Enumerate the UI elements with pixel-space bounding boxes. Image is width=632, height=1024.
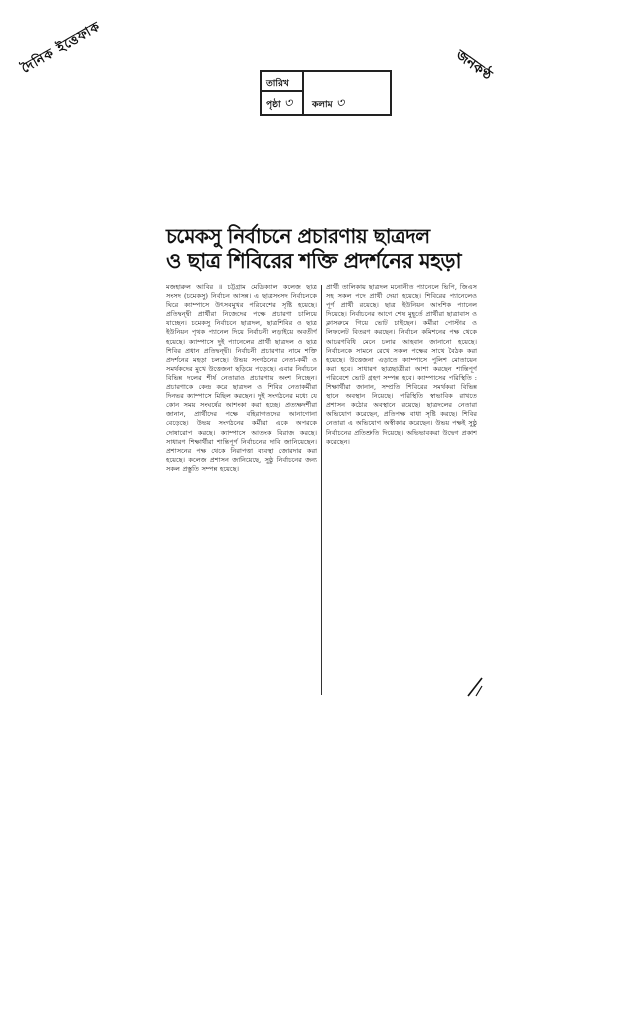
headline-line-1: চমেকসু নির্বাচনে প্রচারণায় ছাত্রদল bbox=[166, 224, 430, 248]
article-column-left bbox=[166, 283, 317, 703]
article-column-right bbox=[326, 283, 477, 703]
date-field bbox=[266, 76, 289, 91]
box-divider bbox=[302, 72, 304, 114]
article-paragraph: মজহারুল আবির ॥ চট্টগ্রাম মেডিক্যাল কলেজ ছাত্র সংসদ (চমেকসু) নির্বাচন আসন্ন। এ ছাত্রসংসদ নির্বাচনকে ঘিরে ক্যাম্পাসে উৎসবমুখর পরিবেশের সৃষ্টি হয়েছে। প্রতিদ্বন্দ্বী প্রার্থীরা নিজেদের পক্ষে প্রচারণা চালিয়ে যাচ্ছেন। চমেকসু নির্বাচনে ছাত্রদল, ছাত্রশিবির ও ছাত্র ইউনিয়ন পৃথক প্যানেল দিয়ে নির্বাচনী লড়াইয়ে অবতীর্ণ হয়েছে। ক্যাম্পাসে দুই প্যানেলের প্রার্থী ছাত্রদল ও ছাত্র শিবির প্রধান প্রতিদ্বন্দ্বী। নির্বাচনী প্রচারণার নামে শক্তি প্রদর্শনের মহড়া চলছে। উভয় সংগঠনের নেতা-কর্মী ও সমর্থকদের মুখে উত্তেজনা ছড়িয়ে পড়েছে। এবার নির্বাচনে বিভিন্ন দলের শীর্ষ নেতারাও প্রচারণায় অংশ নিচ্ছেন। প্রচারণাকে কেন্দ্র করে ছাত্রদল ও শিবির নেতাকর্মীরা দিনভর ক্যাম্পাসে মিছিল করছেন। দুই সংগঠনের মধ্যে যে কোন সময় সংঘর্ষের আশংকা করা হচ্ছে। প্রত্যক্ষদর্শীরা জানান, প্রার্থীদের পক্ষে বহিরাগতদের আনাগোনা বেড়েছে। উভয় সংগঠনের কর্মীরা একে অপরকে দোষারোপ করছে। ক্যাম্পাসে আতংক বিরাজ করছে। সাধারণ শিক্ষার্থীরা শান্তিপূর্ণ নির্বাচনের দাবি জানিয়েছেন। প্রশাসনের পক্ষ থেকে নিরাপত্তা ব্যবস্থা জোরদার করা হয়েছে। কলেজ প্রশাসন জানিয়েছে, সুষ্ঠু নির্বাচনের জন্য সকল প্রস্তুতি সম্পন্ন হয়েছে। bbox=[166, 283, 317, 473]
page-field bbox=[266, 94, 292, 115]
news-clipping bbox=[166, 226, 482, 272]
date-label: তারিখ bbox=[266, 79, 289, 89]
column-label: কলাম bbox=[312, 100, 333, 110]
page-label: পৃষ্ঠা bbox=[266, 100, 281, 110]
column-divider bbox=[321, 285, 322, 695]
reference-box bbox=[260, 70, 392, 116]
column-value: ৩ bbox=[335, 96, 345, 111]
publication-mark-stamp: জনকণ্ঠ bbox=[452, 47, 495, 84]
article-body bbox=[166, 283, 482, 703]
headline-line-2: ও ছাত্র শিবিরের শক্তি প্রদর্শনের মহড়া bbox=[166, 248, 461, 273]
article-paragraph: প্রার্থী তালিকায় ছাত্রদল মনোনীত প্যানেলে ভিপি, জিএস সহ সকল পদে প্রার্থী দেয়া হয়েছে। শিবিরের প্যানেলেও পূর্ণ প্রার্থী রয়েছে। ছাত্র ইউনিয়ন আংশিক প্যানেল দিয়েছে। নির্বাচনের আগে শেষ মুহূর্তে প্রার্থীরা ছাত্রাবাস ও ক্লাসরুমে গিয়ে ভোট চাইছেন। কর্মীরা পোস্টার ও লিফলেট বিতরণ করছেন। নির্বাচন কমিশনের পক্ষ থেকে আচরণবিধি মেনে চলার আহবান জানানো হয়েছে। নির্বাচনকে সামনে রেখে সকল পক্ষের সাথে বৈঠক করা হয়েছে। উত্তেজনা এড়াতে ক্যাম্পাসে পুলিশ মোতায়েন করা হবে। সাধারণ ছাত্রছাত্রীরা আশা করছেন শান্তিপূর্ণ পরিবেশে ভোট গ্রহণ সম্পন্ন হবে। ক্যাম্পাসের পরিস্থিতি : শিক্ষার্থীরা জানান, সম্প্রতি শিবিরের সমর্থকরা বিভিন্ন স্থানে অবস্থান নিয়েছে। পরিস্থিতি স্বাভাবিক রাখতে প্রশাসন কঠোর অবস্থানে রয়েছে। ছাত্রদলের নেতারা অভিযোগ করেছেন, প্রতিপক্ষ বাধা সৃষ্টি করছে। শিবির নেতারা এ অভিযোগ অস্বীকার করেছেন। উভয় পক্ষই সুষ্ঠু নির্বাচনের প্রতিশ্রুতি দিয়েছে। অভিভাবকরা উদ্বেগ প্রকাশ করেছেন। bbox=[326, 283, 477, 446]
end-of-clipping-mark bbox=[466, 676, 484, 698]
column-field bbox=[312, 94, 344, 115]
page-value: ৩ bbox=[283, 96, 293, 111]
newspaper-name-stamp: দৈনিক ইত্তেফাক bbox=[19, 19, 104, 77]
